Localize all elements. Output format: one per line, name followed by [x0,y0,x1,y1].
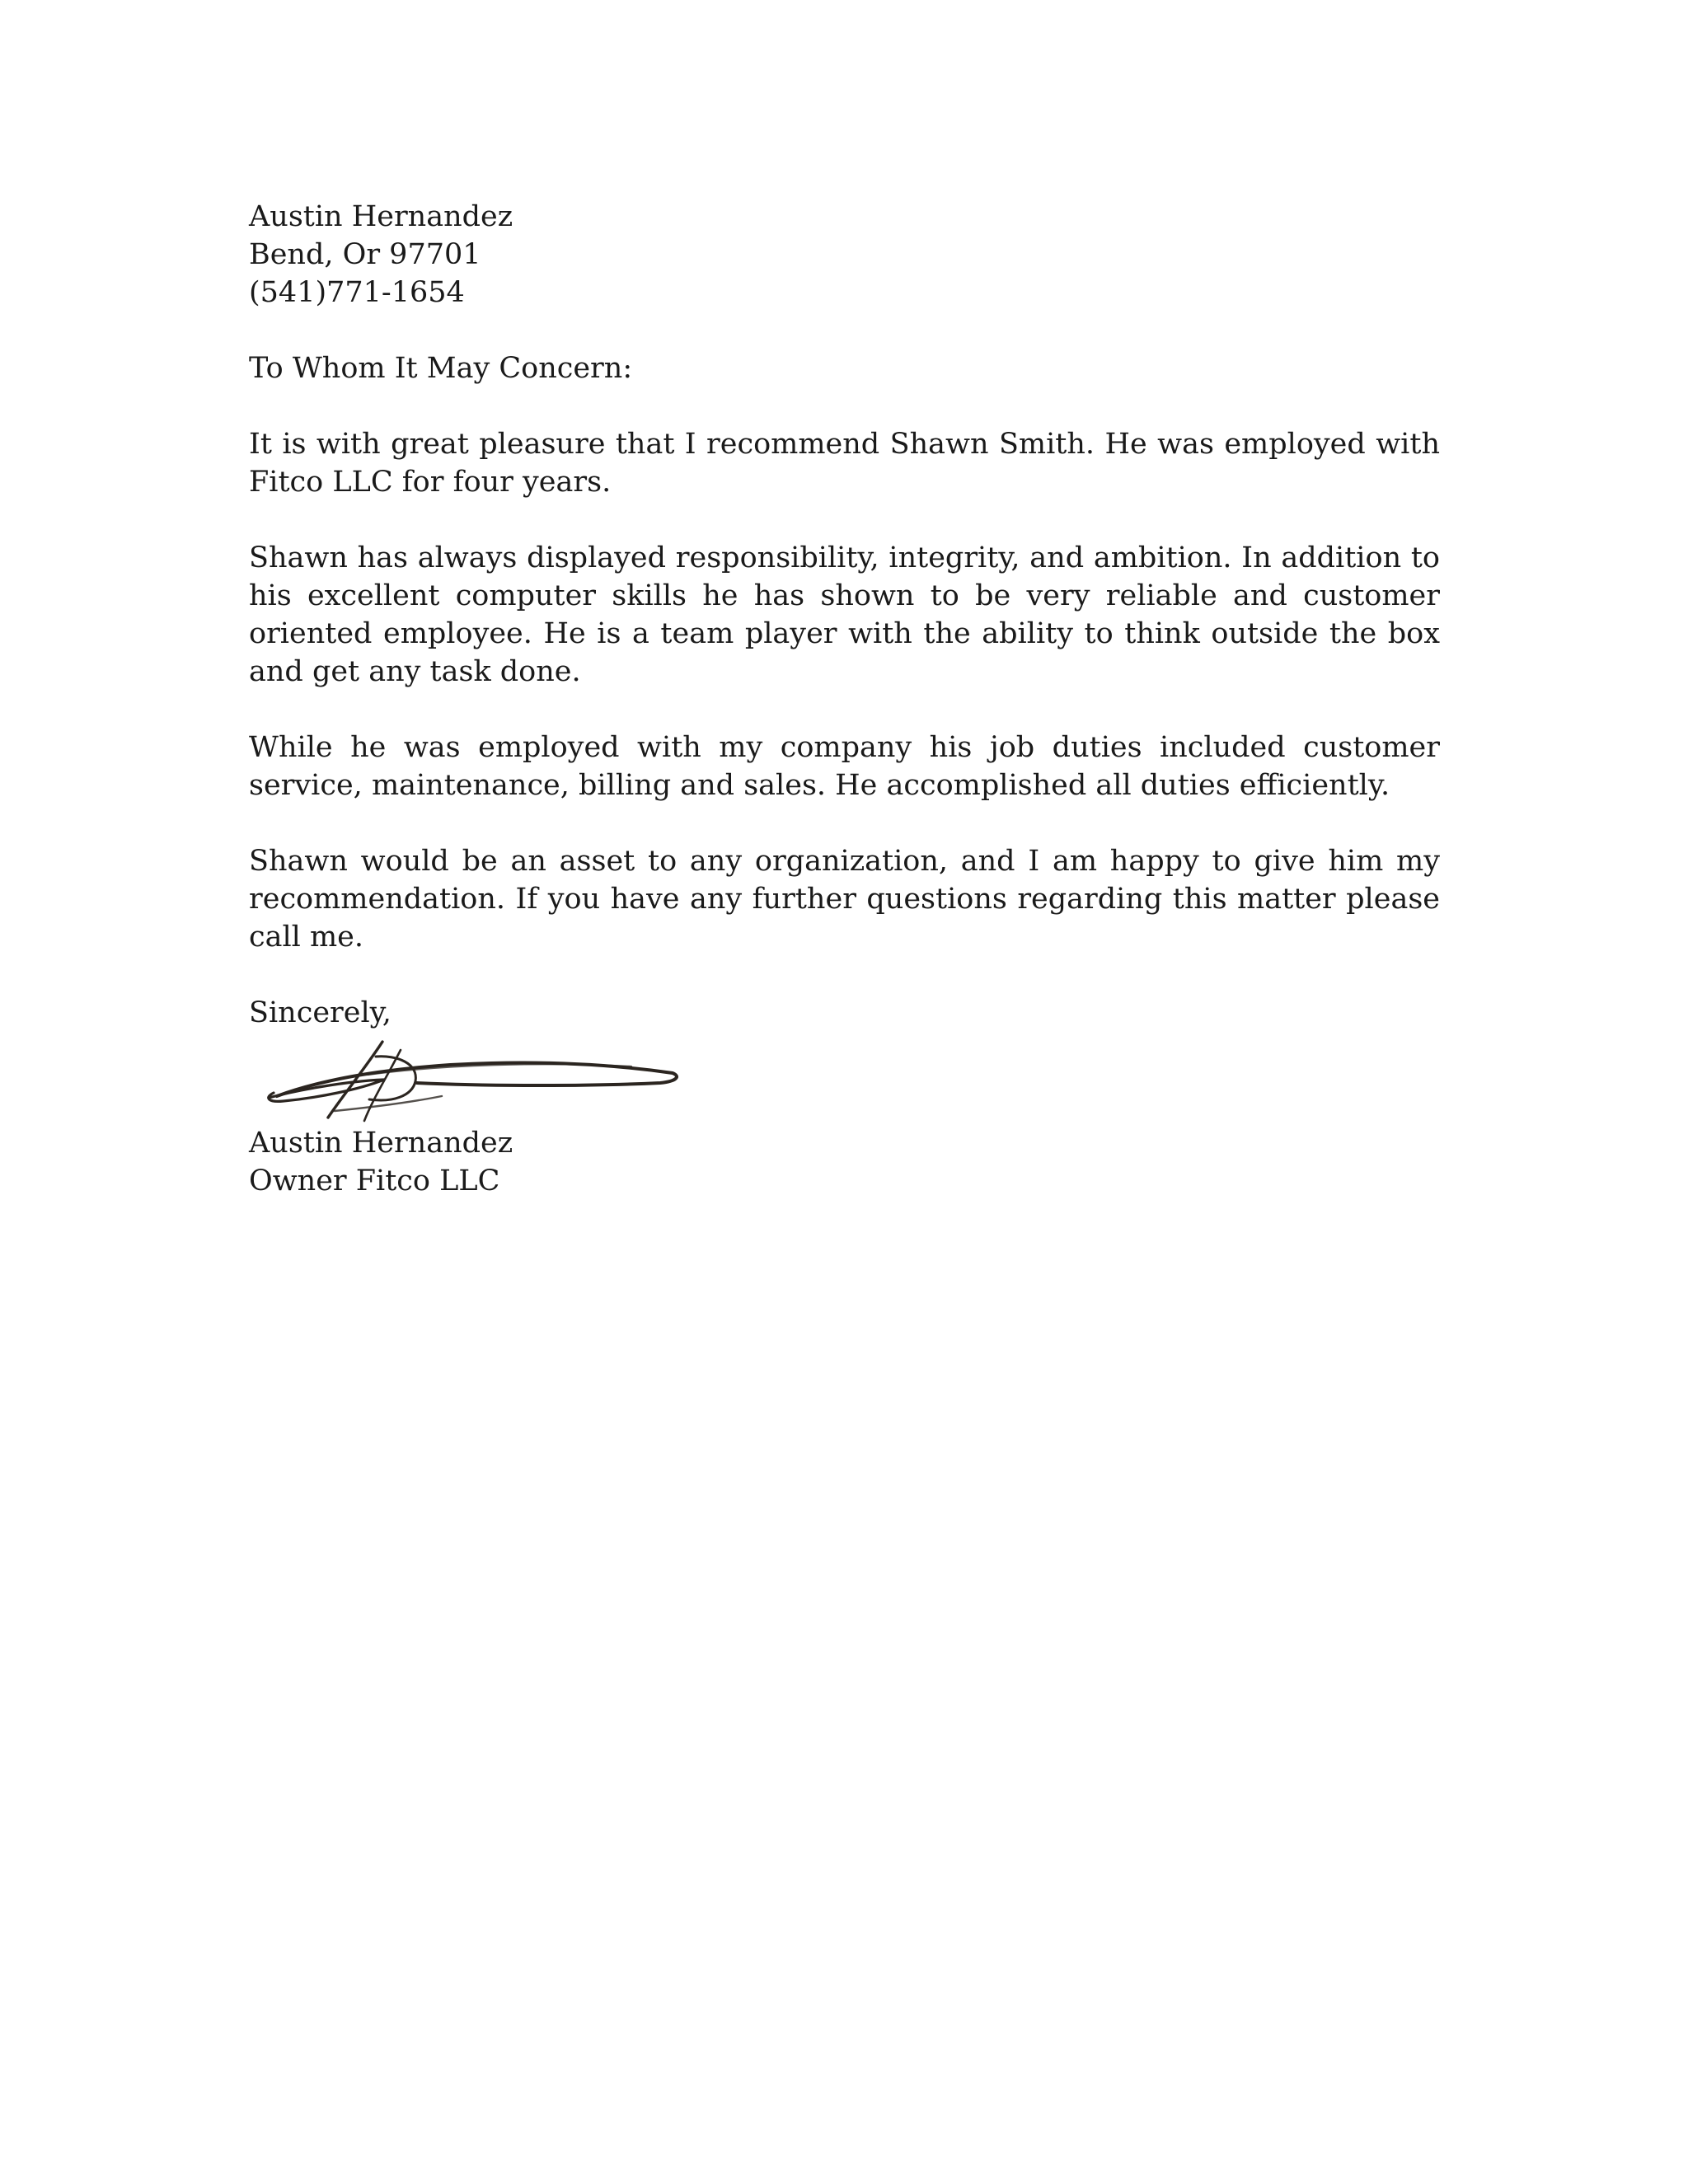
spacer [249,691,1440,729]
spacer [249,501,1440,539]
sender-city: Bend, Or 97701 [249,238,481,271]
spacer [249,312,1440,349]
paragraph-duties: While he was employed with my company his job duties included customer service, maintenance, billing and sales. He accomplished all duties efficiently. [249,731,1440,802]
recommendation-letter [249,198,1440,1200]
sender-phone: (541)771-1654 [249,276,465,309]
signer-name: Austin Hernandez [249,1127,513,1160]
spacer [249,387,1440,425]
closing: Sincerely, [249,996,392,1029]
paragraph-recommendation: It is with great pleasure that I recommend Shawn Smith. He was employed with Fitco LLC for four years. [249,428,1440,499]
paragraph-qualities: Shawn has always displayed responsibility, integrity, and ambition. In addition to his excellent computer skills he has shown to be very reliable and customer oriented employee. He is a team player with the ability to think outside the box and get any task done. [249,541,1440,688]
salutation: To Whom It May Concern: [249,352,633,385]
spacer [249,956,1440,994]
paragraph-closing-remarks: Shawn would be an asset to any organization, and I am happy to give him my recommendation. If you have any further questions regarding this matter please call me. [249,845,1440,954]
spacer [249,804,1440,842]
sender-name: Austin Hernandez [249,200,513,233]
signature-icon [244,1032,706,1124]
signer-title: Owner Fitco LLC [249,1165,500,1197]
